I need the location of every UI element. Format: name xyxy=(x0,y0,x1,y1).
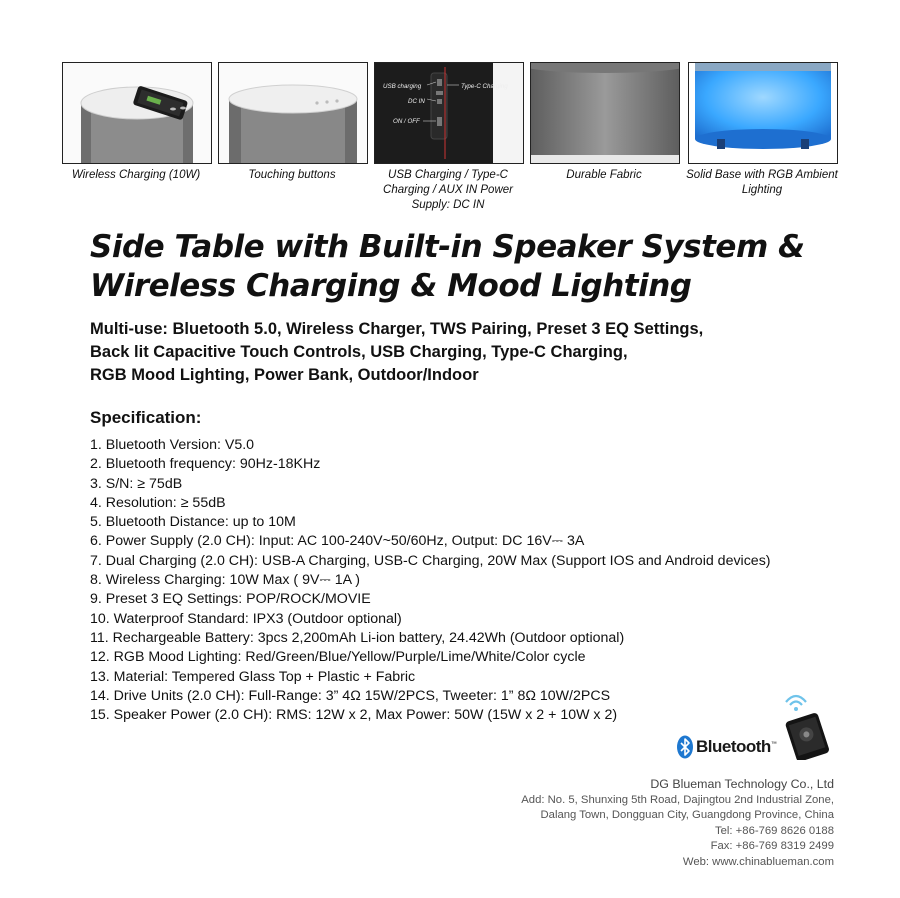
spec-item: 9. Preset 3 EQ Settings: POP/ROCK/MOVIE xyxy=(90,591,371,608)
company-tel: Tel: +86-769 8626 0188 xyxy=(714,824,834,837)
title-line-2: Wireless Charging & Mood Lighting xyxy=(90,268,692,304)
label-type-c: Type-C Charging xyxy=(461,83,508,90)
spec-item: 2. Bluetooth frequency: 90Hz-18KHz xyxy=(90,456,321,473)
speaker-ports-image xyxy=(375,63,523,163)
spec-item: 14. Drive Units (2.0 CH): Full-Range: 3” 4Ω 15W/2PCS, Tweeter: 1” 8Ω 10W/2PCS xyxy=(90,687,611,704)
spec-item: 12. RGB Mood Lighting: Red/Green/Blue/Yellow/Purple/Lime/White/Color cycle xyxy=(90,649,586,666)
company-name: DG Blueman Technology Co., Ltd xyxy=(650,777,834,791)
spec-item: 7. Dual Charging (2.0 CH): USB-A Charging, USB-C Charging, 20W Max (Support IOS and Android devices) xyxy=(90,552,771,569)
label-dc-in: DC IN xyxy=(408,98,425,105)
label-usb-charging: USB charging xyxy=(383,83,422,90)
spec-item: 15. Speaker Power (2.0 CH): RMS: 12W x 2, Max Power: 50W (15W x 2 + 10W x 2) xyxy=(90,707,618,724)
caption-rgb-base: Solid Base with RGB Ambient Lighting xyxy=(686,169,838,196)
spec-item: 5. Bluetooth Distance: up to 10M xyxy=(90,514,296,531)
feature-thumbnails xyxy=(62,62,842,222)
speaker-top-phone-image xyxy=(63,63,211,163)
spec-item: 6. Power Supply (2.0 CH): Input: AC 100-240V~50/60Hz, Output: DC 16V⎓ 3A xyxy=(90,533,585,550)
company-web: Web: www.chinablueman.com xyxy=(682,855,834,868)
multi-use-line-3: RGB Mood Lighting, Power Bank, Outdoor/Indoor xyxy=(90,366,479,384)
thumbnail-ports xyxy=(374,62,524,164)
company-fax: Fax: +86-769 8319 2499 xyxy=(710,840,834,853)
multi-use-line-1: Multi-use: Bluetooth 5.0, Wireless Charger, TWS Pairing, Preset 3 EQ Settings, xyxy=(90,320,704,338)
bluetooth-wordmark xyxy=(696,737,776,757)
multi-use-features xyxy=(90,318,880,387)
thumbnail-wireless-charging xyxy=(62,62,212,164)
caption-fabric: Durable Fabric xyxy=(566,169,642,181)
speaker-fabric-image xyxy=(531,63,679,163)
page-title xyxy=(90,228,870,306)
trademark-mark: ™ xyxy=(770,741,777,748)
spec-item: 13. Material: Tempered Glass Top + Plastic + Fabric xyxy=(90,668,416,685)
caption-ports: USB Charging / Type-C Charging / AUX IN Power Supply: DC IN xyxy=(383,169,513,211)
bluetooth-word: Bluetooth xyxy=(696,737,771,756)
smartphone-signal-icon xyxy=(778,688,838,760)
bluetooth-icon xyxy=(676,735,694,759)
thumbnail-rgb-base xyxy=(688,62,838,164)
label-on-off: ON / OFF xyxy=(393,118,420,125)
specification-list xyxy=(90,436,880,725)
spec-item: 10. Waterproof Standard: IPX3 (Outdoor optional) xyxy=(90,610,402,627)
spec-item: 3. S/N: ≥ 75dB xyxy=(90,475,183,492)
spec-item: 11. Rechargeable Battery: 3pcs 2,200mAh Li-ion battery, 24.42Wh (Outdoor optional) xyxy=(90,629,625,646)
bluetooth-logo xyxy=(676,735,776,759)
specification-heading: Specification: xyxy=(90,408,202,427)
company-address-1: Add: No. 5, Shunxing 5th Road, Dajingtou 2nd Industrial Zone, xyxy=(521,794,834,806)
caption-wireless-charging: Wireless Charging (10W) xyxy=(71,169,201,181)
thumbnail-touch-buttons xyxy=(218,62,368,164)
title-line-1: Side Table with Built-in Speaker System & xyxy=(90,229,805,265)
caption-touch-buttons: Touching buttons xyxy=(248,169,336,181)
multi-use-line-2: Back lit Capacitive Touch Controls, USB Charging, Type-C Charging, xyxy=(90,343,628,361)
company-info xyxy=(434,776,834,870)
speaker-top-buttons-image xyxy=(219,63,367,163)
spec-item: 8. Wireless Charging: 10W Max ( 9V⎓ 1A ) xyxy=(90,572,360,589)
thumbnail-fabric xyxy=(530,62,680,164)
company-address-2: Dalang Town, Dongguan City, Guangdong Province, China xyxy=(540,809,834,822)
spec-item: 4. Resolution: ≥ 55dB xyxy=(90,494,226,511)
speaker-rgb-base-image xyxy=(689,63,837,163)
spec-item: 1. Bluetooth Version: V5.0 xyxy=(90,437,255,453)
